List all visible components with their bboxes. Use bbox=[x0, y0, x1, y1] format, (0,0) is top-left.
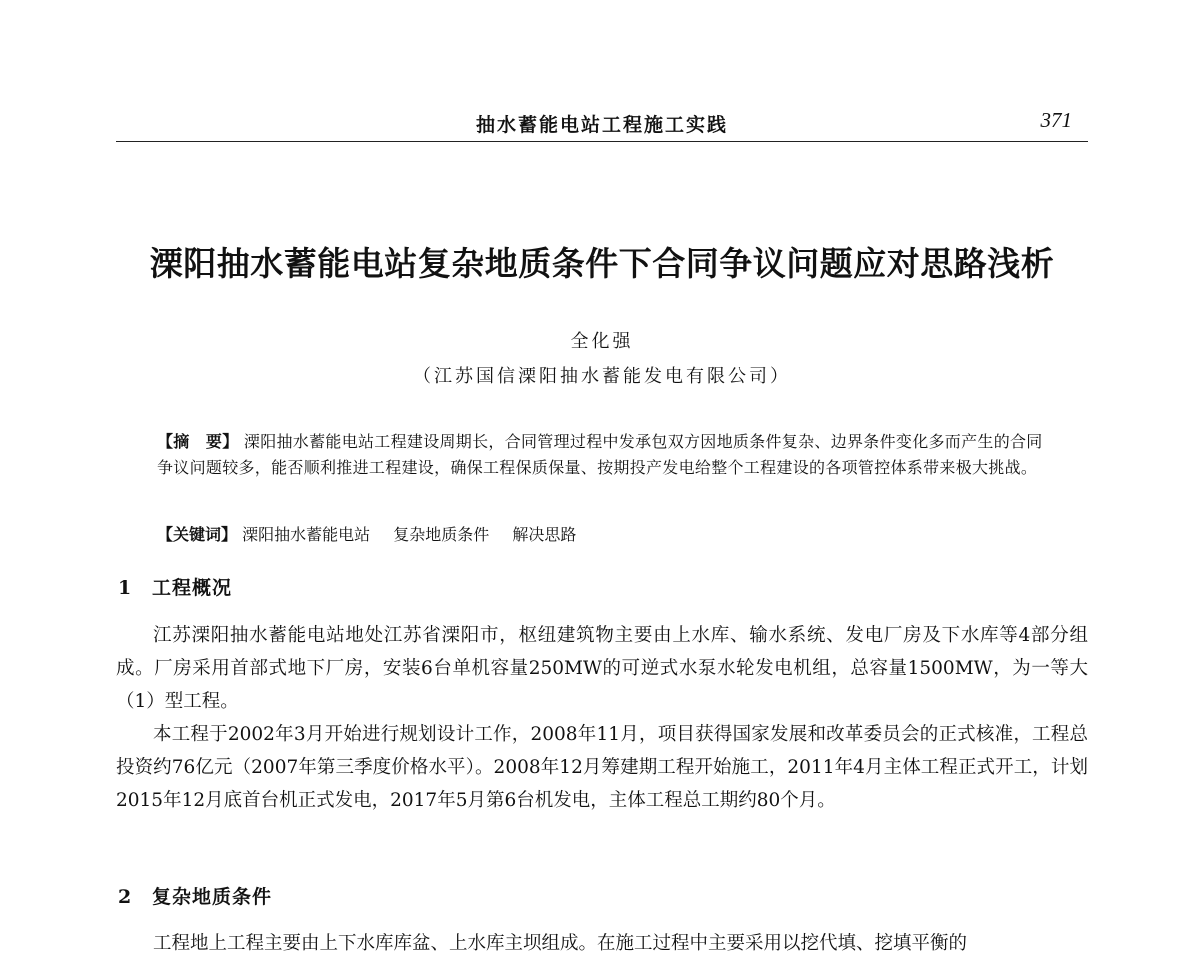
keyword: 复杂地质条件 bbox=[393, 525, 490, 544]
keyword: 解决思路 bbox=[512, 525, 577, 544]
section-title: 工程概况 bbox=[152, 577, 233, 599]
section-number: 1 bbox=[118, 577, 133, 599]
running-title: 抽水蓄能电站工程施工实践 bbox=[475, 114, 728, 136]
article-author: 全化强 bbox=[570, 331, 634, 352]
keywords bbox=[157, 522, 1053, 548]
section-number: 2 bbox=[118, 886, 133, 908]
abstract-text: 溧阳抽水蓄能电站工程建设周期长，合同管理过程中发承包双方因地质条件复杂、边界条件变化多而产生的合同争议问题较多，能否顺利推进工程建设，确保工程保质保量、按期投产发电给整个工程建设的各项管控体系带来极大挑战。 bbox=[157, 432, 1043, 477]
section-heading-1 bbox=[118, 573, 232, 600]
paragraph: 工程地上工程主要由上下水库库盆、上水库主坝组成。在施工过程中主要采用以挖代填、挖填平衡的 bbox=[153, 933, 968, 954]
running-header bbox=[116, 108, 1088, 138]
page-number: 371 bbox=[1040, 108, 1072, 132]
article-affiliation: （江苏国信溧阳抽水蓄能发电有限公司） bbox=[413, 366, 791, 387]
keyword: 溧阳抽水蓄能电站 bbox=[242, 525, 371, 544]
paragraph: 江苏溧阳抽水蓄能电站地处江苏省溧阳市，枢纽建筑物主要由上水库、输水系统、发电厂房及下水库等4部分组成。厂房采用首部式地下厂房，安装6台单机容量250MW的可逆式水泵水轮发电机组，总容量1500MW，为一等大（1）型工程。 bbox=[116, 625, 1088, 712]
keywords-label: 【关键词】 bbox=[157, 525, 238, 544]
abstract-label: 【摘 要】 bbox=[157, 432, 239, 451]
section-title: 复杂地质条件 bbox=[152, 886, 273, 908]
section-heading-2 bbox=[118, 882, 272, 909]
header-divider bbox=[116, 141, 1088, 142]
paragraph: 本工程于2002年3月开始进行规划设计工作，2008年11月，项目获得国家发展和改革委员会的正式核准，工程总投资约76亿元（2007年第三季度价格水平）。2008年12月筹建期工程开始施工，2011年4月主体工程正式开工，计划2015年12月底首台机正式发电，2017年5月第6台机发电，主体工程总工期约80个月。 bbox=[116, 724, 1088, 811]
article-title: 溧阳抽水蓄能电站复杂地质条件下合同争议问题应对思路浅析 bbox=[149, 244, 1055, 283]
abstract bbox=[157, 429, 1053, 481]
